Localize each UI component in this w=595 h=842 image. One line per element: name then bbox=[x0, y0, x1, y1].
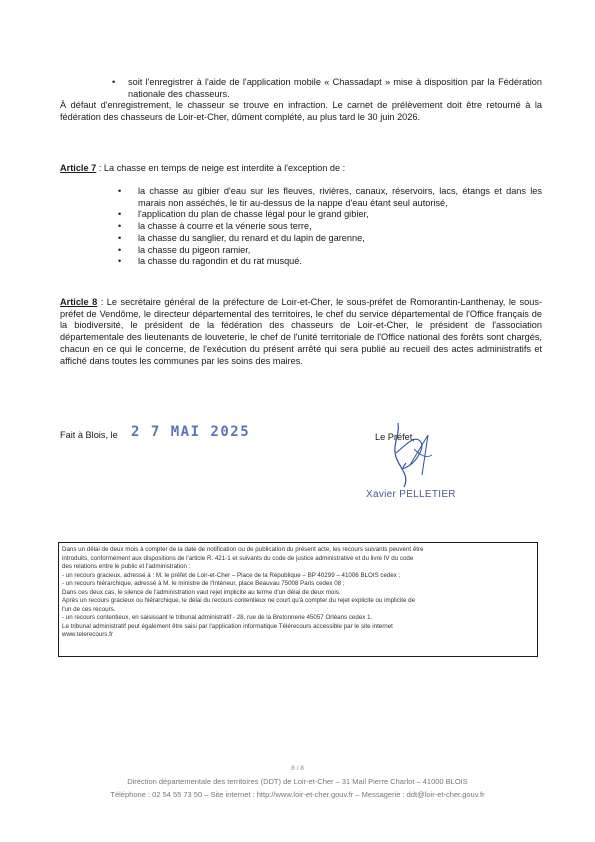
place-and-date-label: Fait à Blois, le bbox=[60, 430, 118, 440]
bullet-item-chassadapt bbox=[112, 77, 542, 101]
article-7-exceptions-list bbox=[118, 186, 542, 268]
signer-name: Xavier PELLETIER bbox=[366, 489, 456, 500]
bullet-symbol: • bbox=[112, 77, 116, 87]
recourse-line: - un recours gracieux, adressé à : M. le préfet de Loir-et-Cher – Place de la République – BP 40299 – 41006 BLOIS cedex ; bbox=[62, 571, 401, 579]
article-7-intro: : La chasse en temps de neige est interdite à l'exception de : bbox=[96, 163, 346, 173]
recourse-line: - un recours contentieux, en saisissant le tribunal administratif - 28, rue de la Bretonnerie 45057 Orléans cedex 1. bbox=[62, 614, 373, 621]
article-7-heading bbox=[60, 163, 542, 175]
recourse-line: l'un de ces recours. bbox=[62, 605, 116, 613]
list-item bbox=[118, 209, 542, 221]
list-item-text: la chasse du pigeon ramier, bbox=[138, 244, 251, 255]
bullet-symbol: • bbox=[118, 256, 122, 267]
legal-recourse-box bbox=[58, 542, 538, 657]
list-item bbox=[118, 186, 542, 209]
list-item bbox=[118, 245, 542, 257]
registration-paragraph: À défaut d'enregistrement, le chasseur se trouve en infraction. Le carnet de prélèvement doit être retourné à la fédération des chasseurs de Loir-et-Cher, dûment complété, au plus tard le 30 juin 2026. bbox=[60, 100, 542, 122]
recourse-line: www.telerecours.fr bbox=[62, 631, 113, 638]
recourse-line: des relations entre le public et l'administration : bbox=[62, 563, 191, 570]
list-item-text: la chasse au gibier d'eau sur les fleuves, rivières, canaux, réservoirs, lacs, étangs et dans les marais non asséchés, le tir au-dessus de la nappe d'eau étant seul autorisé, bbox=[138, 186, 542, 208]
list-item bbox=[118, 221, 542, 233]
recourse-line: Dans ces deux cas, le silence de l'administration vaut rejet implicite au terme d'un délai de deux mois. bbox=[62, 588, 341, 596]
page-number: 8 / 8 bbox=[291, 765, 304, 772]
signature-scribble bbox=[370, 405, 460, 495]
bullet-symbol: • bbox=[118, 209, 122, 220]
recourse-line: introduits, conformément aux dispositions de l'article R. 421-1 et suivants du code de justice administrative et du livre IV du code bbox=[62, 554, 414, 562]
recourse-line: Après un recours gracieux ou hiérarchique, le délai du recours contentieux ne court qu'à compter du rejet explicite ou implicite de bbox=[62, 597, 416, 604]
list-item-text: la chasse du ragondin et du rat musqué. bbox=[138, 256, 302, 267]
bullet-symbol: • bbox=[118, 232, 122, 243]
bullet-text: soit l'enregistrer à l'aide de l'application mobile « Chassadapt » mise à disposition par la Fédération nationale des chasseurs. bbox=[128, 77, 542, 99]
list-item-text: l'application du plan de chasse légal pour le grand gibier, bbox=[138, 209, 369, 220]
article-8-label: Article 8 bbox=[60, 297, 98, 307]
bullet-symbol: • bbox=[118, 221, 122, 232]
bullet-symbol: • bbox=[118, 244, 122, 255]
list-item bbox=[118, 256, 542, 268]
list-item-text: la chasse à courre et la vénerie sous terre, bbox=[138, 221, 312, 232]
list-item bbox=[118, 233, 542, 245]
footer-address: Direction départementale des territoires (DDT) de Loir-et-Cher – 31 Mail Pierre Charlot – 41000 BLOIS bbox=[127, 777, 468, 786]
recourse-line: Dans un délai de deux mois à compter de la date de notification ou de publication du présent acte, les recours suivants peuvent être bbox=[62, 546, 424, 553]
article-8-paragraph bbox=[60, 297, 542, 367]
date-stamp: 2 7 MAI 2025 bbox=[131, 424, 251, 440]
article-7-label: Article 7 bbox=[60, 163, 97, 173]
footer-contact: Téléphone : 02 54 55 73 50 – Site internet : http://www.loir-et-cher.gouv.fr – Messagerie : ddt@loir-et-cher.gouv.fr bbox=[110, 790, 485, 799]
article-8-text: : Le secrétaire général de la préfecture de Loir-et-Cher, le sous-préfet de Romorantin-Lanthenay, le sous-préfet de Vendôme, le directeur départemental des territoires, le chef du service départemental de l'Office français de la biodiversité, le président de la fédération des chasseurs de Loir-et-Cher, le président de l'association départementale des lieutenants de louveterie, le chef de l'unité territoriale de l'Office national des forêts sont chargés, chacun en ce qui le concerne, de l'exécution du présent arrêté qui sera publié au recueil des actes administratifs et affiché dans toutes les communes par les soins des maires. bbox=[60, 297, 542, 366]
recourse-line: Le tribunal administratif peut également être saisi par l'application informatique Télérecours accessible par le site internet bbox=[62, 622, 393, 630]
list-item-text: la chasse du sanglier, du renard et du lapin de garenne, bbox=[138, 232, 365, 243]
prefect-title: Le Préfet, bbox=[375, 432, 415, 442]
bullet-symbol: • bbox=[118, 186, 122, 196]
recourse-line: - un recours hiérarchique, adressé à M. le ministre de l'Intérieur, place Beauvau 75008 Paris cedex 08 ; bbox=[62, 580, 345, 587]
